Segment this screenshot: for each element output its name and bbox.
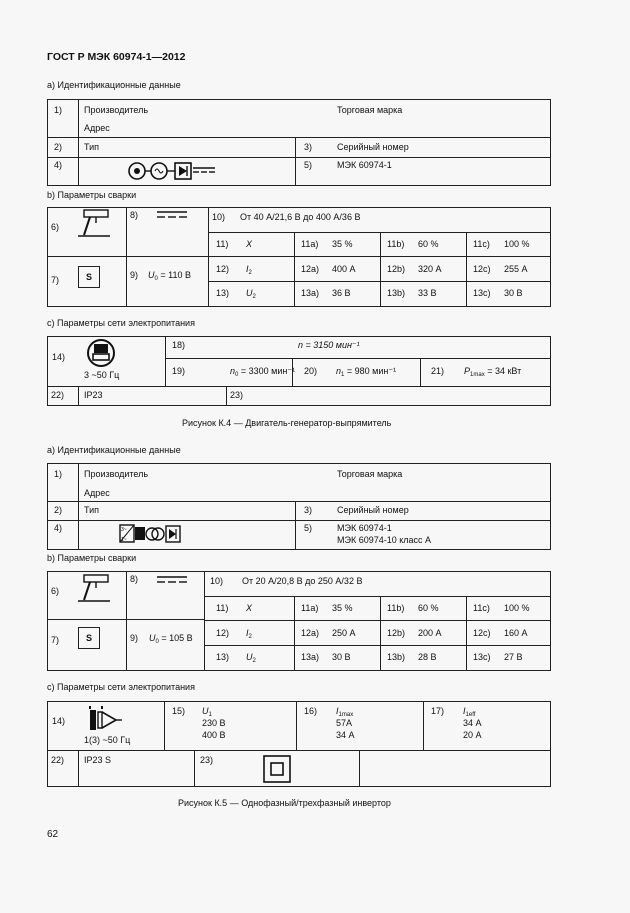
cell-value-11b: 60 % [418, 239, 439, 249]
cell-num-12a: 12a) [301, 264, 320, 274]
supply-num-19: 19) [172, 366, 186, 376]
manufacturer-label: Производитель [84, 105, 149, 115]
weld-num-8: 8) [130, 210, 139, 220]
ident-num-3: 3) [304, 505, 313, 515]
section-a-heading: a) Идентификационные данные [47, 80, 181, 90]
ident-num-2: 2) [54, 505, 63, 515]
duty-cycle-symbol: X [246, 603, 253, 613]
cell-num-13a: 13a) [301, 288, 320, 298]
weld-num-6: 6) [51, 586, 60, 596]
cell-value-13a: 36 В [332, 288, 351, 298]
section-a-heading: a) Идентификационные данные [47, 445, 181, 455]
weld-num-11: 11) [216, 603, 229, 613]
weld-num-6: 6) [51, 222, 60, 232]
s-symbol-label: S [86, 272, 93, 282]
supply-num-14: 14) [52, 716, 66, 726]
serial-number-label: Серийный номер [337, 142, 409, 152]
supply-frequency: 1(3) ~50 Гц [84, 735, 131, 745]
supply-num-22: 22) [51, 390, 65, 400]
weld-num-8: 8) [130, 574, 139, 584]
page-number: 62 [47, 829, 59, 840]
eff-supply-current-1: 34 А [463, 718, 482, 728]
supply-num-23: 23) [230, 390, 244, 400]
supply-num-15: 15) [172, 706, 186, 716]
weld-num-11: 11) [216, 239, 229, 249]
svg-text:3~: 3~ [121, 527, 127, 533]
svg-text:1~: 1~ [121, 537, 127, 543]
supply-num-23: 23) [200, 755, 214, 765]
weld-num-9: 9) [130, 270, 139, 280]
double-insulation-icon [263, 755, 291, 783]
weld-num-13: 13) [216, 288, 230, 298]
max-supply-current-2: 34 А [336, 730, 355, 740]
cell-value-13b: 28 В [418, 652, 437, 662]
cell-num-11b: 11b) [387, 603, 405, 613]
cell-num-11a: 11a) [301, 239, 319, 249]
ident-num-1: 1) [54, 105, 63, 115]
section-b-heading: b) Параметры сварки [47, 553, 137, 563]
figure-caption: Рисунок К.4 — Двигатель-генератор-выпрямитель [182, 418, 392, 428]
supply-frequency: 3 ~50 Гц [84, 370, 120, 380]
weld-num-12: 12) [216, 628, 230, 638]
cell-num-13b: 13b) [387, 288, 406, 298]
cell-value-11b: 60 % [418, 603, 439, 613]
trademark-label: Торговая марка [337, 469, 403, 479]
idle-speed: = 3300 мин⁻¹ [240, 366, 296, 376]
type-label: Тип [84, 505, 100, 515]
section-b-heading: b) Параметры сварки [47, 190, 137, 200]
standard-label: МЭК 60974-1 [337, 523, 392, 533]
low-idle-speed: = 980 мин⁻¹ [346, 366, 397, 376]
cell-value-12b: 200 А [418, 628, 442, 638]
inverter-transformer-rectifier-icon [120, 522, 180, 546]
current-symbol: I [246, 628, 249, 638]
no-load-voltage: = 105 В [161, 633, 193, 643]
welding-torch-icon [76, 574, 112, 606]
engine-drive-icon [84, 338, 118, 368]
cell-value-11a: 35 % [332, 603, 353, 613]
cell-value-12a: 250 А [332, 628, 356, 638]
supply-num-20: 20) [304, 366, 318, 376]
ident-num-2: 2) [54, 142, 63, 152]
ident-num-1: 1) [54, 469, 63, 479]
cell-value-12c: 255 А [504, 264, 528, 274]
manufacturer-label: Производитель [84, 469, 149, 479]
supply-voltage-2: 400 В [202, 730, 226, 740]
voltage-symbol: U [246, 652, 253, 662]
dc-symbol-icon [157, 210, 187, 220]
cell-num-12c: 12c) [473, 264, 491, 274]
standard-label: МЭК 60974-1 [337, 160, 392, 170]
no-load-voltage: = 110 В [160, 270, 191, 280]
weld-num-10: 10) [210, 576, 224, 586]
max-power: = 34 кВт [487, 366, 522, 376]
cell-value-11a: 35 % [332, 239, 353, 249]
cell-num-11a: 11a) [301, 603, 319, 613]
cell-value-13a: 30 В [332, 652, 351, 662]
trademark-label: Торговая марка [337, 105, 403, 115]
ident-num-5: 5) [304, 523, 313, 533]
section-c-heading: c) Параметры сети электропитания [47, 682, 195, 692]
supply-num-18: 18) [172, 340, 186, 350]
supply-num-14: 14) [52, 352, 66, 362]
max-supply-current-1: 57A [336, 718, 353, 728]
cell-num-11b: 11b) [387, 239, 405, 249]
weld-num-10: 10) [212, 212, 226, 222]
ip-rating: IP23 S [84, 755, 112, 765]
cell-value-13c: 30 В [504, 288, 523, 298]
cell-value-13b: 33 В [418, 288, 437, 298]
cell-num-12b: 12b) [387, 628, 406, 638]
standard-label-emc: МЭК 60974-10 класс А [337, 535, 432, 545]
cell-value-12b: 320 А [418, 264, 442, 274]
cell-value-11c: 100 % [504, 239, 530, 249]
cell-num-11c: 11c) [473, 603, 490, 613]
weld-num-7: 7) [51, 635, 60, 645]
document-title: ГОСТ Р МЭК 60974-1—2012 [47, 51, 186, 63]
cell-num-12a: 12a) [301, 628, 320, 638]
cell-value-12a: 400 А [332, 264, 356, 274]
cell-value-13c: 27 В [504, 652, 523, 662]
motor-generator-rectifier-icon [127, 158, 217, 184]
mains-plug-icon [86, 704, 124, 734]
weld-num-9: 9) [130, 633, 139, 643]
figure-caption: Рисунок К.5 — Однофазный/трехфазный инвертор [178, 798, 391, 808]
supply-num-16: 16) [304, 706, 318, 716]
current-symbol: I [246, 264, 249, 274]
cell-num-13a: 13a) [301, 652, 320, 662]
ident-num-4: 4) [54, 160, 63, 170]
cell-num-13b: 13b) [387, 652, 406, 662]
ident-num-5: 5) [304, 160, 313, 170]
current-voltage-range: От 40 А/21,6 В до 400 А/36 В [240, 212, 361, 222]
ip-rating: IP23 [84, 390, 103, 400]
cell-value-11c: 100 % [504, 603, 530, 613]
supply-num-17: 17) [431, 706, 445, 716]
weld-num-12: 12) [216, 264, 230, 274]
address-label: Адрес [84, 488, 110, 498]
s-symbol-label: S [86, 633, 93, 643]
ident-num-3: 3) [304, 142, 313, 152]
cell-num-13c: 13c) [473, 652, 491, 662]
cell-num-12c: 12c) [473, 628, 491, 638]
ident-num-4: 4) [54, 523, 63, 533]
dc-symbol-icon [157, 575, 187, 585]
cell-num-12b: 12b) [387, 264, 406, 274]
cell-num-13c: 13c) [473, 288, 491, 298]
type-label: Тип [84, 142, 100, 152]
cell-num-11c: 11c) [473, 239, 490, 249]
serial-number-label: Серийный номер [337, 505, 409, 515]
section-c-heading: c) Параметры сети электропитания [47, 318, 195, 328]
welding-torch-icon [76, 209, 112, 241]
eff-supply-current-2: 20 А [463, 730, 482, 740]
weld-num-13: 13) [216, 652, 230, 662]
weld-num-7: 7) [51, 275, 60, 285]
supply-num-22: 22) [51, 755, 65, 765]
voltage-symbol: U [246, 288, 253, 298]
duty-cycle-symbol: X [246, 239, 253, 249]
address-label: Адрес [84, 123, 110, 133]
cell-value-12c: 160 А [504, 628, 528, 638]
current-voltage-range: От 20 А/20,8 В до 250 А/32 В [242, 576, 363, 586]
rated-speed: n = 3150 мин⁻¹ [298, 340, 360, 350]
supply-voltage-1: 230 В [202, 718, 226, 728]
supply-num-21: 21) [431, 366, 445, 376]
